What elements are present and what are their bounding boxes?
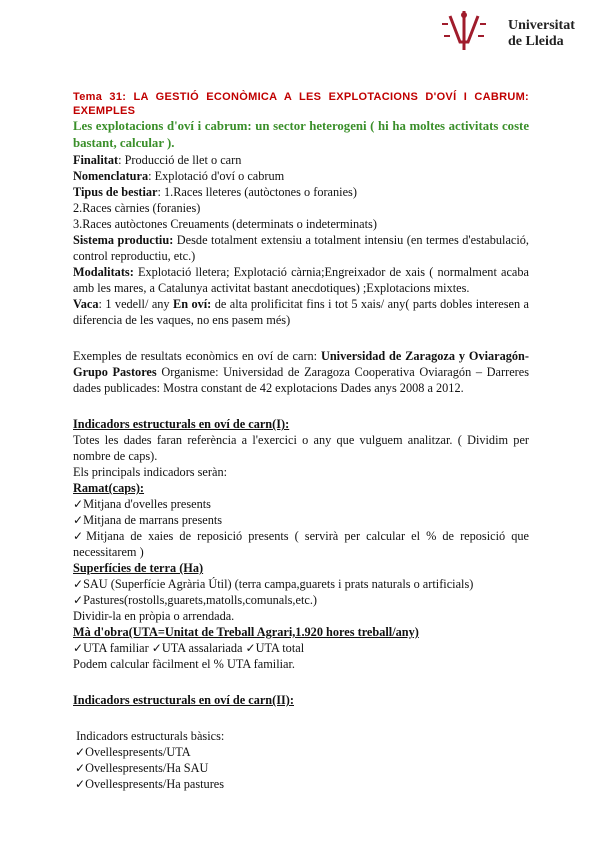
checkmark-icon: ✓ (151, 641, 162, 655)
ramat-heading: Ramat(caps): (73, 481, 145, 495)
section2-basics: Indicadors estructurals bàsics: (73, 729, 225, 743)
list-item-text: Mitjana de marrans presents (83, 513, 223, 527)
finalitat-line (73, 152, 529, 168)
section1-intro2: Els principals indicadors seràn: (73, 465, 228, 479)
checkmark-icon: ✓ (73, 513, 84, 527)
section2-heading: Indicadors estructurals en oví de carn(II): (73, 693, 294, 707)
list-item (73, 496, 529, 512)
tipus-line (73, 184, 529, 200)
list-item (73, 776, 529, 792)
document-body (73, 90, 529, 792)
section1-heading: Indicadors estructurals en oví de carn(I): (73, 417, 290, 431)
exemples-rest: Organisme: Universidad de Zaragoza Cooperativa Oviaragón – Darreres dades publicades: Mostra constant de 42 explotacions Dades anys 2008 a 2012. (73, 365, 530, 395)
uta-line (73, 640, 529, 656)
exemples-intro: Exemples de resultats econòmics en oví de carn: (73, 349, 321, 363)
checkmark-icon: ✓ (75, 745, 86, 759)
list-item (73, 512, 529, 528)
tipus-text: : 1.Races lleteres (autòctones o foranies) (157, 185, 357, 199)
nomenclatura-line (73, 168, 529, 184)
checkmark-icon: ✓ (75, 777, 86, 791)
logo-line-1: Universitat (508, 18, 575, 33)
list-item-text: Pastures(rostolls,guarets,matolls,comunals,etc.) (83, 593, 317, 607)
checkmark-icon: ✓ (73, 641, 84, 655)
list-item (73, 592, 529, 608)
nomenclatura-label: Nomenclatura (73, 169, 149, 183)
university-name (508, 18, 575, 50)
page-title: Tema 31: LA GESTIÓ ECONÒMICA A LES EXPLOTACIONS D'OVÍ I CABRUM: EXEMPLES (73, 91, 529, 117)
uta-item: UTA assalariada (161, 641, 246, 655)
sistema-line (73, 232, 529, 264)
modalitats-text: Explotació lletera; Explotació càrnia;Engreixador de xais ( normalment acaba amb les mares, a Catalunya activitat bastant anecdotiques) ;Explotacions mixtes. (73, 265, 529, 295)
exemples-org: Universidad de Zaragoza y Oviaragón-Grupo Pastores (73, 349, 529, 379)
list-item-text: Ovellespresents/Ha pastures (85, 777, 225, 791)
nomenclatura-text: : Explotació d'oví o cabrum (148, 169, 285, 183)
finalitat-label: Finalitat (73, 153, 119, 167)
list-item (73, 744, 529, 760)
list-item-text: Mitjana d'ovelles presents (83, 497, 211, 511)
checkmark-icon: ✓ (73, 497, 84, 511)
list-item-text: Mitjana de xaies de reposició presents ( servirà per calcular el % de reposició que necessitarem ) (73, 529, 529, 559)
list-item-text: Ovellespresents/UTA (85, 745, 191, 759)
modalitats-line (73, 264, 529, 296)
checkmark-icon: ✓ (73, 593, 84, 607)
tipus-line-3: 3.Races autòctones Creuaments (determinats o indeterminats) (73, 217, 377, 231)
sistema-text: Desde totalment extensiu a totalment intensiu (en termes d'estabulació, control reproductiu, etc.) (73, 233, 529, 263)
finalitat-text: : Producció de llet o carn (118, 153, 242, 167)
checkmark-icon: ✓ (75, 761, 86, 775)
tipus-label: Tipus de bestiar (73, 185, 158, 199)
checkmark-icon: ✓ (73, 577, 84, 591)
modalitats-label: Modalitats: (73, 265, 134, 279)
list-item-text: Ovellespresents/Ha SAU (85, 761, 209, 775)
vaca-text: : 1 vedell/ any (98, 297, 173, 311)
university-logo (430, 6, 580, 56)
subtitle: Les explotacions d'oví i cabrum: un sector heterogeni ( hi ha moltes activitats coste bastant, calcular ). (73, 119, 529, 150)
list-item (73, 760, 529, 776)
checkmark-icon: ✓ (73, 529, 87, 543)
uta-item: UTA total (255, 641, 305, 655)
ovi-text: de alta prolificitat fins i tot 5 xais/ any( parts dobles interesen a diferencia de les vaques, no ens pasem més) (73, 297, 529, 327)
tipus-line-2: 2.Races càrnies (foranies) (73, 201, 201, 215)
list-item (73, 576, 529, 592)
ovi-label: En oví: (173, 297, 212, 311)
section1-intro: Totes les dades faran referència a l'exercici o any que vulguem analitzar. ( Dividim per nombre de caps). (73, 433, 529, 463)
vaca-line (73, 296, 529, 328)
dividir-text: Dividir-la en pròpia o arrendada. (73, 609, 235, 623)
vaca-label: Vaca (73, 297, 99, 311)
uta-item: UTA familiar (83, 641, 152, 655)
ma-obra-heading: Mà d'obra(UTA=Unitat de Treball Agrari,1.920 hores treball/any) (73, 625, 419, 639)
checkmark-icon: ✓ (245, 641, 256, 655)
university-emblem-icon (430, 6, 500, 56)
superficies-heading: Superfícies de terra (Ha) (73, 561, 204, 575)
exemples-paragraph (73, 348, 529, 396)
uta-note: Podem calcular fàcilment el % UTA familiar. (73, 657, 295, 671)
sistema-label: Sistema productiu: (73, 233, 174, 247)
list-item-text: SAU (Superfície Agrària Útil) (terra campa,guarets i prats naturals o artificials) (83, 577, 474, 591)
list-item (73, 528, 529, 560)
logo-line-2: de Lleida (508, 34, 564, 49)
